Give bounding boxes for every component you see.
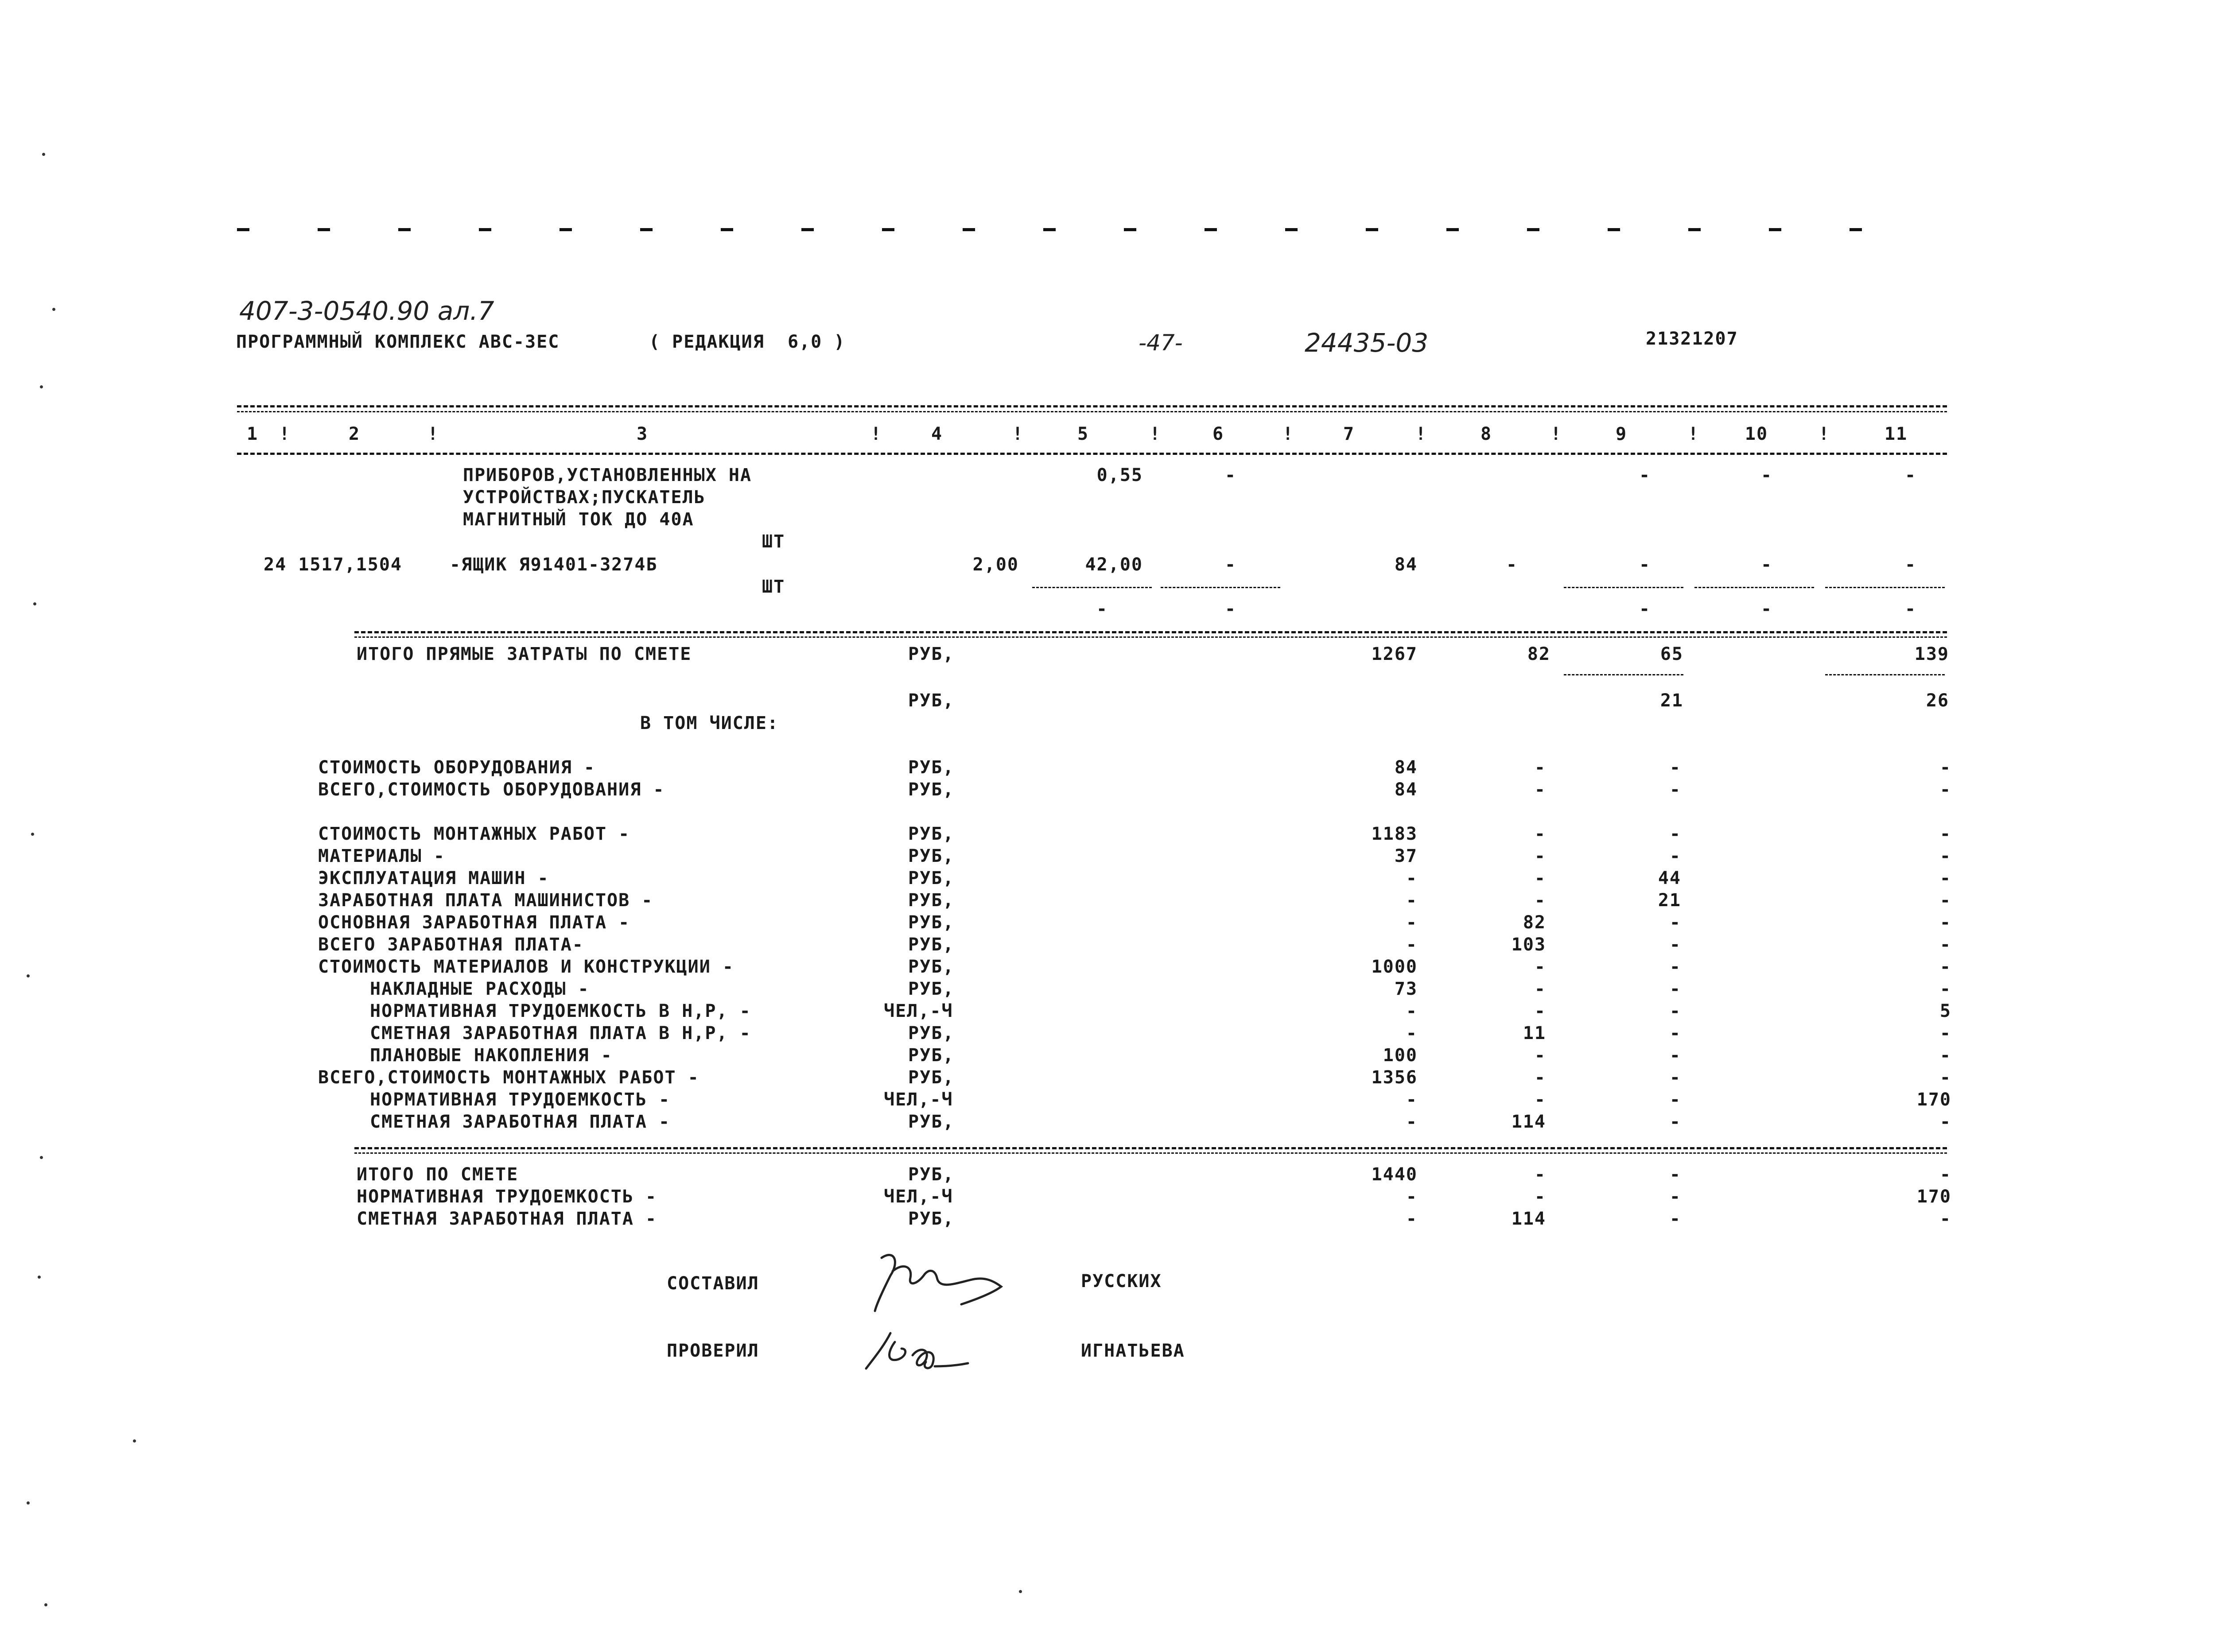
breakdown-col7: - bbox=[1406, 912, 1418, 933]
column-separator: ! bbox=[427, 424, 439, 444]
item-desc-unit: ШТ bbox=[762, 531, 785, 552]
item-desc-col10-dash: - bbox=[1761, 465, 1773, 485]
scan-speck bbox=[44, 1603, 47, 1606]
breakdown-col9: - bbox=[1669, 1090, 1681, 1110]
item-desc-col6-dash: - bbox=[1225, 465, 1237, 485]
breakdown-col11: - bbox=[1939, 1045, 1951, 1066]
totals-col9: - bbox=[1669, 1164, 1681, 1185]
breakdown-unit: РУБ, bbox=[908, 912, 955, 933]
column-separator: ! bbox=[1688, 424, 1700, 444]
top-dash-mark bbox=[560, 228, 572, 231]
breakdown-col8: 114 bbox=[1511, 1112, 1546, 1132]
breakdown-col9: - bbox=[1669, 824, 1681, 844]
checked-signature bbox=[864, 1324, 970, 1377]
top-dash-mark bbox=[1688, 228, 1701, 231]
item-quantity: 2,00 bbox=[972, 555, 1019, 575]
item-col6-dash: - bbox=[1225, 555, 1237, 575]
breakdown-col8: - bbox=[1534, 979, 1546, 999]
breakdown-col7: - bbox=[1406, 1090, 1418, 1110]
breakdown-label: НОРМАТИВНАЯ ТРУДОЕМКОСТЬ - bbox=[370, 1090, 671, 1110]
direct-costs-unit: РУБ, bbox=[908, 644, 955, 664]
column-header-4: 4 bbox=[931, 424, 943, 444]
header-bottom-rule bbox=[237, 453, 1947, 455]
breakdown-label: НАКЛАДНЫЕ РАСХОДЫ - bbox=[370, 979, 590, 999]
scan-speck bbox=[27, 974, 30, 977]
totals-col7: - bbox=[1406, 1187, 1418, 1207]
item-desc-line-2: УСТРОЙСТВАХ;ПУСКАТЕЛЬ bbox=[463, 487, 706, 508]
subtotal-rule-col6 bbox=[1161, 587, 1280, 588]
breakdown-col11: - bbox=[1939, 846, 1951, 866]
top-dash-mark bbox=[721, 228, 733, 231]
handwritten-code: 24435-03 bbox=[1305, 328, 1429, 358]
breakdown-col8: - bbox=[1534, 890, 1546, 911]
totals-col11: 170 bbox=[1916, 1187, 1951, 1207]
breakdown-col8: 11 bbox=[1523, 1023, 1546, 1043]
breakdown-col8: - bbox=[1534, 1045, 1546, 1066]
direct-costs-col9: 65 bbox=[1660, 644, 1683, 664]
breakdown-unit: РУБ, bbox=[908, 824, 955, 844]
subtotal-rule-col10 bbox=[1694, 587, 1814, 588]
breakdown-col7: - bbox=[1406, 868, 1418, 888]
scan-speck bbox=[31, 833, 34, 836]
item-desc-col9-dash: - bbox=[1639, 465, 1651, 485]
breakdown-unit: ЧЕЛ,-Ч bbox=[884, 1090, 953, 1110]
top-dash-mark bbox=[1608, 228, 1620, 231]
scan-speck bbox=[52, 308, 55, 311]
breakdown-col11: - bbox=[1939, 1112, 1951, 1132]
breakdown-col7: - bbox=[1406, 1023, 1418, 1043]
column-header-7: 7 bbox=[1343, 424, 1355, 444]
subtotal-rule-col11 bbox=[1825, 587, 1945, 588]
breakdown-col11: - bbox=[1939, 757, 1951, 778]
breakdown-col11: - bbox=[1939, 1023, 1951, 1043]
column-header-10: 10 bbox=[1745, 424, 1768, 444]
breakdown-col11: 170 bbox=[1916, 1090, 1951, 1110]
breakdown-col9: - bbox=[1669, 1045, 1681, 1066]
breakdown-col11: - bbox=[1939, 1067, 1951, 1088]
scan-speck bbox=[40, 1156, 43, 1159]
breakdown-unit: РУБ, bbox=[908, 890, 955, 911]
item-price: 42,00 bbox=[1085, 555, 1143, 575]
scan-speck bbox=[42, 153, 45, 156]
column-header-11: 11 bbox=[1884, 424, 1908, 444]
column-header-3: 3 bbox=[636, 424, 649, 444]
column-separator: ! bbox=[1012, 424, 1024, 444]
item-desc-col11-dash: - bbox=[1905, 465, 1917, 485]
breakdown-label: ПЛАНОВЫЕ НАКОПЛЕНИЯ - bbox=[370, 1045, 613, 1066]
top-dash-mark bbox=[1205, 228, 1217, 231]
breakdown-col9: - bbox=[1669, 1023, 1681, 1043]
totals-label: НОРМАТИВНАЯ ТРУДОЕМКОСТЬ - bbox=[357, 1187, 657, 1207]
breakdown-unit: РУБ, bbox=[908, 935, 955, 955]
top-dash-mark bbox=[963, 228, 975, 231]
breakdown-col9: - bbox=[1669, 979, 1681, 999]
breakdown-col7: 1183 bbox=[1371, 824, 1418, 844]
breakdown-col11: - bbox=[1939, 979, 1951, 999]
top-dash-mark bbox=[640, 228, 653, 231]
breakdown-col8: - bbox=[1534, 1001, 1546, 1021]
totals-unit: РУБ, bbox=[908, 1209, 955, 1229]
column-separator: ! bbox=[1150, 424, 1162, 444]
column-header-6: 6 bbox=[1212, 424, 1224, 444]
breakdown-col8: - bbox=[1534, 868, 1546, 888]
including-heading: В ТОМ ЧИСЛЕ: bbox=[640, 713, 779, 733]
breakdown-col8: - bbox=[1534, 846, 1546, 866]
breakdown-col9: - bbox=[1669, 912, 1681, 933]
item-col11-dash: - bbox=[1905, 555, 1917, 575]
breakdown-label: СТОИМОСТЬ МАТЕРИАЛОВ И КОНСТРУКЦИИ - bbox=[318, 957, 734, 977]
breakdown-unit: ЧЕЛ,-Ч bbox=[884, 1001, 953, 1021]
breakdown-label: ЗАРАБОТНАЯ ПЛАТА МАШИНИСТОВ - bbox=[318, 890, 653, 911]
breakdown-col8: 82 bbox=[1523, 912, 1546, 933]
direct-costs-rule-col11 bbox=[1825, 674, 1945, 675]
breakdown-col9: - bbox=[1669, 779, 1681, 800]
breakdown-col11: - bbox=[1939, 935, 1951, 955]
breakdown-col9: - bbox=[1669, 935, 1681, 955]
item-col7: 84 bbox=[1394, 555, 1418, 575]
totals-unit: РУБ, bbox=[908, 1164, 955, 1185]
scan-speck bbox=[27, 1501, 30, 1505]
scan-speck bbox=[40, 385, 43, 388]
scan-speck bbox=[38, 1276, 41, 1279]
breakdown-col8: 103 bbox=[1511, 935, 1546, 955]
totals-col7: 1440 bbox=[1371, 1164, 1418, 1185]
totals-unit: ЧЕЛ,-Ч bbox=[884, 1187, 953, 1207]
top-dash-mark bbox=[237, 228, 249, 231]
breakdown-col7: 1000 bbox=[1371, 957, 1418, 977]
breakdown-col11: 5 bbox=[1939, 1001, 1951, 1021]
table-top-rule bbox=[237, 405, 1947, 407]
breakdown-col9: - bbox=[1669, 846, 1681, 866]
subtotal-col10-dash: - bbox=[1761, 599, 1773, 619]
top-dash-mark bbox=[1124, 228, 1136, 231]
direct-costs-col8: 82 bbox=[1527, 644, 1550, 664]
breakdown-label: ВСЕГО ЗАРАБОТНАЯ ПЛАТА- bbox=[318, 935, 584, 955]
breakdown-col9: - bbox=[1669, 957, 1681, 977]
direct-costs-top-rule bbox=[354, 631, 1947, 633]
breakdown-col9: - bbox=[1669, 1001, 1681, 1021]
breakdown-col11: - bbox=[1939, 957, 1951, 977]
direct-costs-col11: 139 bbox=[1914, 644, 1949, 664]
direct-costs-col11b: 26 bbox=[1926, 690, 1949, 711]
breakdown-label: ВСЕГО,СТОИМОСТЬ ОБОРУДОВАНИЯ - bbox=[318, 779, 665, 800]
breakdown-col7: 84 bbox=[1394, 757, 1418, 778]
breakdown-label: СМЕТНАЯ ЗАРАБОТНАЯ ПЛАТА В Н,Р, - bbox=[370, 1023, 751, 1043]
breakdown-col11: - bbox=[1939, 824, 1951, 844]
item-name: -ЯЩИК Я91401-3274Б bbox=[450, 555, 658, 575]
item-desc-col5: 0,55 bbox=[1096, 465, 1143, 485]
column-separator: ! bbox=[1550, 424, 1562, 444]
breakdown-label: СТОИМОСТЬ МОНТАЖНЫХ РАБОТ - bbox=[318, 824, 630, 844]
top-dash-mark bbox=[1850, 228, 1862, 231]
item-unit: ШТ bbox=[762, 577, 785, 597]
top-dash-mark bbox=[882, 228, 894, 231]
scan-speck bbox=[1019, 1590, 1022, 1593]
column-header-1: 1 bbox=[246, 424, 259, 444]
breakdown-unit: РУБ, bbox=[908, 846, 955, 866]
breakdown-unit: РУБ, bbox=[908, 979, 955, 999]
table-top-rule-2 bbox=[237, 411, 1947, 412]
breakdown-col11: - bbox=[1939, 912, 1951, 933]
totals-top-rule bbox=[354, 1147, 1947, 1149]
breakdown-col8: - bbox=[1534, 779, 1546, 800]
breakdown-col7: 37 bbox=[1394, 846, 1418, 866]
top-dash-mark bbox=[318, 228, 330, 231]
direct-costs-top-rule-2 bbox=[354, 636, 1947, 638]
breakdown-unit: РУБ, bbox=[908, 1067, 955, 1088]
subtotal-rule-col9 bbox=[1564, 587, 1683, 588]
breakdown-label: НОРМАТИВНАЯ ТРУДОЕМКОСТЬ В Н,Р, - bbox=[370, 1001, 751, 1021]
column-separator: ! bbox=[870, 424, 882, 444]
breakdown-col11: - bbox=[1939, 868, 1951, 888]
column-separator: ! bbox=[1415, 424, 1427, 444]
breakdown-col7: - bbox=[1406, 935, 1418, 955]
breakdown-col11: - bbox=[1939, 890, 1951, 911]
totals-col11: - bbox=[1939, 1164, 1951, 1185]
breakdown-col7: 100 bbox=[1383, 1045, 1418, 1066]
breakdown-col7: 1356 bbox=[1371, 1067, 1418, 1088]
breakdown-col7: - bbox=[1406, 1112, 1418, 1132]
breakdown-col9: 21 bbox=[1658, 890, 1681, 911]
column-header-8: 8 bbox=[1480, 424, 1492, 444]
totals-top-rule-2 bbox=[354, 1152, 1947, 1154]
breakdown-col9: - bbox=[1669, 1112, 1681, 1132]
breakdown-unit: РУБ, bbox=[908, 868, 955, 888]
breakdown-label: СМЕТНАЯ ЗАРАБОТНАЯ ПЛАТА - bbox=[370, 1112, 671, 1132]
breakdown-col7: - bbox=[1406, 1001, 1418, 1021]
subtotal-col6-dash: - bbox=[1225, 599, 1237, 619]
subtotal-col11-dash: - bbox=[1905, 599, 1917, 619]
item-col10-dash: - bbox=[1761, 555, 1773, 575]
totals-label: ИТОГО ПО СМЕТЕ bbox=[357, 1164, 519, 1185]
breakdown-label: ЭКСПЛУАТАЦИЯ МАШИН - bbox=[318, 868, 549, 888]
direct-costs-label: ИТОГО ПРЯМЫЕ ЗАТРАТЫ ПО СМЕТЕ bbox=[357, 644, 692, 664]
column-separator: ! bbox=[279, 424, 291, 444]
program-name: ПРОГРАММНЫЙ КОМПЛЕКС АВС-3ЕС bbox=[236, 332, 560, 352]
compiled-label: СОСТАВИЛ bbox=[667, 1273, 759, 1294]
breakdown-col7: - bbox=[1406, 890, 1418, 911]
item-desc-line-1: ПРИБОРОВ,УСТАНОВЛЕННЫХ НА bbox=[463, 465, 752, 485]
item-position: 24 1517,1504 bbox=[264, 555, 402, 575]
breakdown-unit: РУБ, bbox=[908, 957, 955, 977]
top-dash-mark bbox=[1043, 228, 1056, 231]
direct-costs-unit-2: РУБ, bbox=[908, 690, 955, 711]
totals-col9: - bbox=[1669, 1209, 1681, 1229]
direct-costs-col9b: 21 bbox=[1660, 690, 1683, 711]
item-col8-dash: - bbox=[1506, 555, 1518, 575]
totals-col8: - bbox=[1534, 1187, 1546, 1207]
checked-label: ПРОВЕРИЛ bbox=[667, 1341, 759, 1361]
subtotal-col5-dash: - bbox=[1096, 599, 1108, 619]
breakdown-label: СТОИМОСТЬ ОБОРУДОВАНИЯ - bbox=[318, 757, 595, 778]
breakdown-label: МАТЕРИАЛЫ - bbox=[318, 846, 445, 866]
breakdown-unit: РУБ, bbox=[908, 1045, 955, 1066]
breakdown-col9: 44 bbox=[1658, 868, 1681, 888]
checked-name: ИГНАТЬЕВА bbox=[1081, 1341, 1185, 1361]
edition-label: ( РЕДАКЦИЯ 6,0 ) bbox=[649, 332, 846, 352]
direct-costs-rule-col9 bbox=[1564, 674, 1683, 675]
item-col9-dash: - bbox=[1639, 555, 1651, 575]
breakdown-col8: - bbox=[1534, 757, 1546, 778]
top-dash-mark bbox=[801, 228, 814, 231]
direct-costs-col7: 1267 bbox=[1371, 644, 1418, 664]
top-dash-mark bbox=[1527, 228, 1539, 231]
breakdown-label: ОСНОВНАЯ ЗАРАБОТНАЯ ПЛАТА - bbox=[318, 912, 630, 933]
breakdown-col8: - bbox=[1534, 957, 1546, 977]
breakdown-col9: - bbox=[1669, 1067, 1681, 1088]
compiled-name: РУССКИХ bbox=[1081, 1271, 1162, 1291]
breakdown-unit: РУБ, bbox=[908, 1023, 955, 1043]
subtotal-rule-col5 bbox=[1032, 587, 1152, 588]
breakdown-col11: - bbox=[1939, 779, 1951, 800]
column-header-2: 2 bbox=[348, 424, 361, 444]
breakdown-col8: - bbox=[1534, 824, 1546, 844]
totals-label: СМЕТНАЯ ЗАРАБОТНАЯ ПЛАТА - bbox=[357, 1209, 657, 1229]
breakdown-col9: - bbox=[1669, 757, 1681, 778]
column-separator: ! bbox=[1282, 424, 1294, 444]
document-number: 21321207 bbox=[1646, 329, 1738, 349]
top-dash-mark bbox=[1285, 228, 1298, 231]
breakdown-unit: РУБ, bbox=[908, 779, 955, 800]
column-separator: ! bbox=[1819, 424, 1830, 444]
item-desc-line-3: МАГНИТНЫЙ ТОК ДО 40А bbox=[463, 509, 694, 530]
subtotal-col9-dash: - bbox=[1639, 599, 1651, 619]
breakdown-col7: 84 bbox=[1394, 779, 1418, 800]
totals-col8: - bbox=[1534, 1164, 1546, 1185]
top-dash-mark bbox=[1366, 228, 1378, 231]
compiled-signature bbox=[868, 1245, 1010, 1315]
top-dash-mark bbox=[398, 228, 411, 231]
column-header-9: 9 bbox=[1615, 424, 1628, 444]
top-dash-mark bbox=[479, 228, 491, 231]
scan-speck bbox=[33, 602, 36, 605]
breakdown-unit: РУБ, bbox=[908, 757, 955, 778]
breakdown-label: ВСЕГО,СТОИМОСТЬ МОНТАЖНЫХ РАБОТ - bbox=[318, 1067, 699, 1088]
handwritten-reference: 407-3-0540.90 ал.7 bbox=[239, 296, 494, 326]
top-dash-mark bbox=[1446, 228, 1459, 231]
breakdown-col8: - bbox=[1534, 1067, 1546, 1088]
handwritten-page-number: -47- bbox=[1139, 330, 1183, 356]
totals-col9: - bbox=[1669, 1187, 1681, 1207]
totals-col7: - bbox=[1406, 1209, 1418, 1229]
totals-col8: 114 bbox=[1511, 1209, 1546, 1229]
scan-speck bbox=[133, 1439, 136, 1443]
breakdown-col7: 73 bbox=[1394, 979, 1418, 999]
top-dash-mark bbox=[1769, 228, 1781, 231]
breakdown-unit: РУБ, bbox=[908, 1112, 955, 1132]
column-header-5: 5 bbox=[1077, 424, 1089, 444]
totals-col11: - bbox=[1939, 1209, 1951, 1229]
breakdown-col8: - bbox=[1534, 1090, 1546, 1110]
